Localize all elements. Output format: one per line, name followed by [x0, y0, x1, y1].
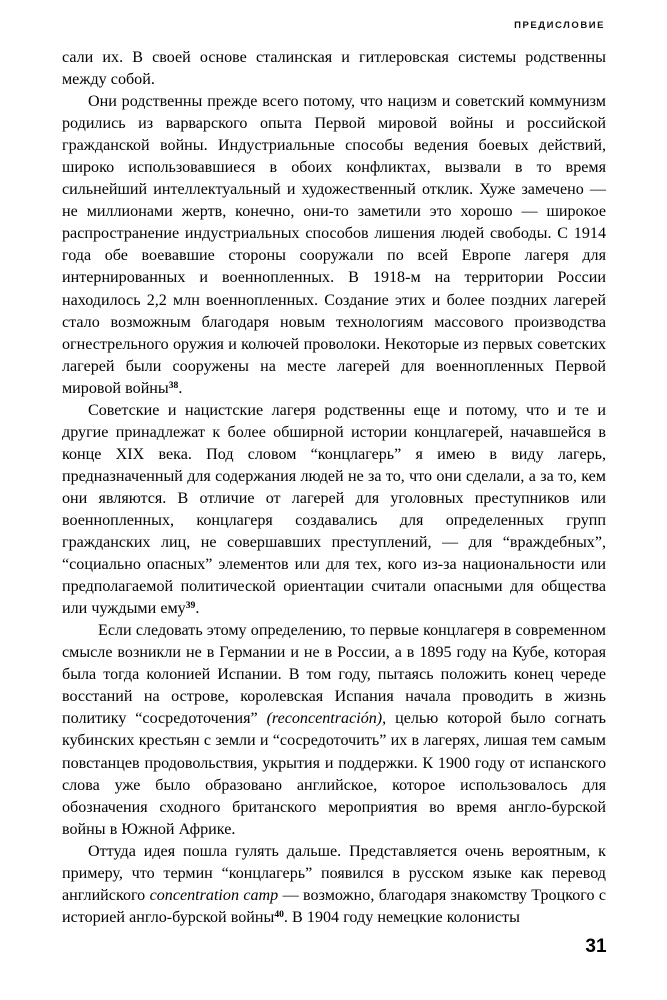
- paragraph-text-tail: , целью которой было согнать кубинских крестьян с земли и “сосредоточить” их в лагерях, лишая тем самым повстанцев продовольствия, укрытия и поддержки. К 1900 году от испанского слова уже было образовано английское, которое использовалось для обозначения сходного британского мероприятия во время англо-бурской войны в Южной Африке.: [62, 710, 606, 838]
- foreign-term-reconcentracion: (reconcentración): [266, 710, 383, 728]
- paragraph-text-tail: .: [195, 600, 200, 618]
- paragraph-spread: [62, 841, 606, 929]
- paragraph-text-tail: .: [178, 379, 183, 397]
- paragraph-text: Они родственны прежде всего потому, что нацизм и советский коммунизм родились из варварского опыта Первой мировой войны и российской гражданской войны. Индустриальные способы ведения боевых действий, широко использовавшиеся в обоих конфликтах, вызвали в то время сильнейший интеллектуальный и художественный отклик. Хуже замечено — не миллионами жертв, конечно, они-то заметили это хорошо — широкое распространение индустриальных способов лишения людей свободы. С 1914 года обе воевавшие стороны сооружали по всей Европе лагеря для интернированных и военнопленных. В 1918-м на территории России находилось 2,2 млн военнопленных. Создание этих и более поздних лагерей стало возможным благодаря новым технологиям массового производства огнестрельного оружия и колючей проволоки. Некоторые из первых советских лагерей были сооружены на месте лагерей для военнопленных Первой мировой войны: [62, 93, 606, 397]
- footnote-marker-39[interactable]: 39: [185, 600, 196, 612]
- paragraph-text-tail: . В 1904 году немецкие колонисты: [283, 908, 520, 926]
- paragraph-kinship-origins: [62, 91, 606, 400]
- footnote-marker-40[interactable]: 40: [274, 908, 284, 920]
- page-number: 31: [585, 936, 607, 957]
- paragraph-continuation: [62, 47, 606, 91]
- paragraph-text: Оттуда идея пошла гулять дальше. Представляется очень вероятным, к примеру, что термин “концлагерь” появился в русском языке как перевод английского: [62, 842, 606, 904]
- body-text-block: [62, 47, 606, 929]
- paragraph-text-middle: — возможно, благодаря знакомству Троцкого с историей англо-бурской войны: [62, 886, 607, 926]
- paragraph-definition: [62, 400, 606, 620]
- footnote-marker-38[interactable]: 38: [168, 379, 179, 391]
- paragraph-cuba-origin: [62, 620, 606, 840]
- paragraph-text: сали их. В своей основе сталинская и гитлеровская системы родственны между собой.: [62, 49, 606, 89]
- paragraph-text: Советские и нацистские лагеря родственны еще и потому, что и те и другие принадлежат к более обширной истории концлагерей, начавшейся в конце XIX века. Под словом “концлагерь” я имею в виду лагерь, предназначенный для содержания людей не за то, что они сделали, а за то, кем они являются. В отличие от лагерей для уголовных преступников или военнопленных, концлагеря создавались для определенных групп гражданских лиц, не совершавших преступлений, — для “враждебных”, “социально опасных” элементов или для тех, кого из-за национальности или предполагаемой политической ориентации считали опасными для общества или чуждыми ему: [62, 401, 606, 618]
- running-head: ПРЕДИСЛОВИЕ: [514, 20, 605, 31]
- paragraph-text: Если следовать этому определению, то первые концлагеря в современном смысле возникли не в Германии и не в России, а в 1895 году на Кубе, которая была тогда колонией Испании. В том году, пытаясь положить конец череде восстаний на острове, королевская Испания начала проводить в жизнь политику “сосредоточения”: [62, 622, 606, 728]
- foreign-term-concentration-camp: concentration camp: [149, 886, 279, 904]
